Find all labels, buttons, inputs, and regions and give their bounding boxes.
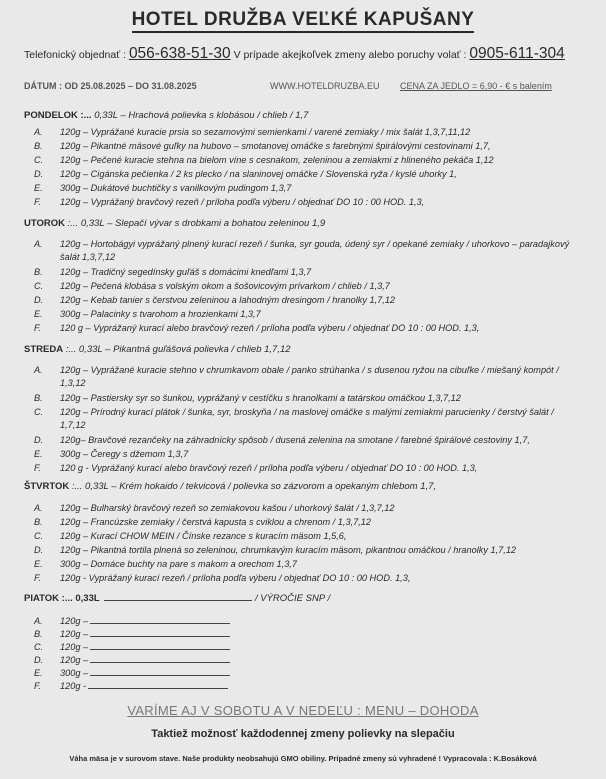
item-text: 120g – [60, 655, 89, 665]
item-letter: C. [34, 281, 44, 291]
item-text: 120g – Francúzske zemiaky / čerstvá kapusta s cviklou a chrenom / 1,3,7,12 [60, 517, 371, 527]
menu-item [34, 322, 580, 335]
item-letter: C. [34, 531, 44, 541]
item-text: 120 g – Vyprážaný kurací alebo bravčový rezeň / príloha podľa výberu / objednať DO 10 : 00 HOD. 1,3, [60, 323, 480, 333]
menu-item [34, 154, 580, 167]
item-letter: E. [34, 668, 43, 678]
item-letter: C. [34, 407, 44, 417]
item-text: 120g – Prírodný kurací plátok / šunka, syr, broskyňa / na maslovej omáčke s malými zemiakmi parucienky / čerstvý šalát / 1,7,12 [60, 407, 554, 430]
soup-of-day: / VÝROČIE SNP / [254, 593, 331, 604]
item-letter: A. [34, 616, 43, 626]
menu-item [34, 462, 580, 475]
phone-emergency-label: V prípade akejkoľvek zmeny alebo poruchy volať : [233, 49, 467, 61]
item-text: 120g – Pikantné mäsové guľky na hubovo – smotanovej omáčke s farebnými špirálovými cestovinami 1,7, [60, 141, 491, 151]
menu-item [34, 126, 580, 139]
item-letter: C. [34, 155, 44, 165]
blank-line [88, 680, 228, 689]
item-letter: D. [34, 545, 44, 555]
menu-item [34, 502, 580, 515]
blank-line [90, 667, 230, 676]
menu-item [34, 615, 580, 628]
item-text: 120g – [60, 616, 89, 626]
menu-item [34, 641, 580, 654]
item-letter: B. [34, 141, 43, 151]
phone-label: Telefonický objednať : [24, 49, 127, 61]
menu-item [34, 196, 580, 209]
menu-item [34, 294, 580, 307]
menu-item [34, 308, 580, 321]
menu-item [34, 572, 580, 585]
phone-number-primary[interactable]: 056-638-51-30 [128, 45, 231, 62]
menu-item [34, 392, 580, 405]
menu-item [34, 516, 580, 529]
phone-number-emergency[interactable]: 0905-611-304 [469, 45, 565, 62]
item-text: 300g – Čeregy s džemom 1,3,7 [60, 449, 189, 459]
soup-change-note: Taktiež možnosť každodennej zmeny polievky na slepačiu [151, 728, 455, 740]
item-text: 120g – Kebab tanier s čerstvou zeleninou a lahodným dresingom / hranolky 1,7,12 [60, 295, 396, 305]
item-letter: F. [34, 197, 41, 207]
menu-item [34, 667, 580, 680]
soup-of-day: 0,33L – Hrachová polievka s klobásou / chlieb / 1,7 [94, 110, 309, 121]
item-text: 120g – Pečená klobása s volským okom a šošovicovým prívarkom / chlieb / 1,3,7 [60, 281, 390, 291]
menu-item [34, 628, 580, 641]
item-letter: D. [34, 655, 44, 665]
item-text: 120g – Bulharský bravčový rezeň so zemiakovou kašou / uhorkový šalát / 1,3,7,12 [60, 503, 395, 513]
item-text: 120g – [60, 629, 89, 639]
menu-item [34, 448, 580, 461]
day-name: UTOROK [24, 218, 65, 229]
soup-of-day: :... 0,33L – Pikantná guľášová polievka / chlieb 1,7,12 [65, 344, 291, 355]
item-letter: F. [34, 681, 41, 691]
blank-line [90, 615, 230, 624]
item-text: 120g – Vyprážané kuracie stehno v chrumkavom obale / panko strúhanka / s dusenou ryžou na cibuľke / miešaný kompót / 1,3,12 [60, 365, 559, 388]
menu-item [34, 280, 580, 293]
menu-item [34, 434, 580, 447]
item-text: 300g – [60, 668, 89, 678]
item-text: 120g – Pastiersky syr so šunkou, vyprážaný v cestíčku s hranolkami a tatárskou omáčkou 1,3,7,12 [60, 393, 461, 403]
item-text: 120g – Tradičný segedínsky guľáš s domácimi knedľami 1,3,7 [60, 267, 312, 277]
item-letter: D. [34, 295, 44, 305]
item-letter: A. [34, 365, 43, 375]
item-text: 120g – Pečené kuracie stehna na bielom víne s cesnakom, zeleninou a zemiakmi z hlineného pekáča 1,12 [60, 155, 494, 165]
day-name: PONDELOK :... [24, 110, 92, 121]
item-text: 120g – Pikantná tortila plnená so zeleninou, chrumkavým kuracím mäsom, pikantnou omáčkou / hranolky 1,7,12 [60, 545, 517, 555]
day-name: PIATOK :... 0,33L [24, 593, 100, 604]
item-letter: C. [34, 642, 44, 652]
item-text: 300g – Dukátové buchtičky s vanilkovým pudingom 1,3,7 [60, 183, 292, 193]
day-header [24, 344, 291, 355]
item-text: 120g – Hortobágyi vyprážaný plnený kurací rezeň / šunka, syr gouda, údený syr / opekané zemiaky / uhorkovo – paradajkový šalát 1,3,7,12 [60, 239, 570, 262]
item-text: 120g – Cigánska pečienka / 2 ks plecko / na slaninovej omáčke / Slovenská ryža / kyslé uhorky 1, [60, 169, 457, 179]
weekend-note: VARÍME AJ V SOBOTU A V NEDEĽU : MENU – DOHODA [127, 703, 479, 718]
item-letter: D. [34, 169, 44, 179]
item-text: 120g - Vyprážaný kurací rezeň / príloha podľa výberu / objednať DO 10 : 00 HOD. 1,3, [60, 573, 411, 583]
item-letter: E. [34, 183, 43, 193]
day-header [24, 481, 436, 492]
item-text: 120g – Kurací CHOW MEIN / Čínske rezance s kuracím mäsom 1,5,6, [60, 531, 347, 541]
phone-line [24, 45, 565, 63]
price-info: CENA ZA JEDLO = 6,90 - € s balením [400, 81, 552, 91]
item-letter: B. [34, 517, 43, 527]
blank-line [90, 654, 230, 663]
item-letter: A. [34, 127, 43, 137]
item-text: 300g – Palacinky s tvarohom a hrozienkami 1,3,7 [60, 309, 261, 319]
disclaimer: Váha mäsa je v surovom stave. Naše produkty neobsahujú GMO obiliny. Prípadné zmeny sú vyhradené ! Vypracovala : K.Bosáková [69, 754, 537, 763]
menu-item [34, 168, 580, 181]
menu-item [34, 140, 580, 153]
item-letter: B. [34, 629, 43, 639]
item-text: 120g - [60, 681, 87, 691]
item-letter: A. [34, 239, 43, 249]
blank-line [90, 641, 230, 650]
day-header [24, 592, 330, 604]
item-letter: F. [34, 463, 41, 473]
item-text: 120g – Vyprážané kuracie prsia so sezamovými semienkami / varené zemiaky / mix šalát 1,3,7,11,12 [60, 127, 471, 137]
item-letter: E. [34, 449, 43, 459]
item-letter: E. [34, 309, 43, 319]
menu-item [34, 238, 580, 264]
item-text: 120g– Bravčové rezančeky na záhradnícky spôsob / dusená zelenina na smotane / farebné špirálové cestoviny 1,7, [60, 435, 530, 445]
menu-item [34, 266, 580, 279]
menu-item [34, 544, 580, 557]
menu-item [34, 680, 580, 693]
item-letter: E. [34, 559, 43, 569]
item-letter: F. [34, 323, 41, 333]
menu-item [34, 406, 580, 432]
item-text: 300g – Domáce buchty na pare s makom a orechom 1,3,7 [60, 559, 297, 569]
item-letter: F. [34, 573, 41, 583]
hotel-title: HOTEL DRUŽBA VEĽKÉ KAPUŠANY [0, 9, 606, 31]
item-letter: A. [34, 503, 43, 513]
soup-of-day: :... 0,33L – Krém hokaido / tekvicová / polievka so zázvorom a opekaným chlebom 1,7, [71, 481, 437, 492]
menu-item [34, 558, 580, 571]
date-range: DÁTUM : OD 25.08.2025 – DO 31.08.2025 [24, 81, 197, 91]
blank-line [90, 628, 230, 637]
menu-item [34, 364, 580, 390]
day-name: ŠTVRTOK [24, 481, 70, 492]
item-text: 120 g - Vyprážaný kurací alebo bravčový rezeň / príloha podľa výberu / objednať DO 10 : 00 HOD. 1,3, [60, 463, 478, 473]
item-letter: B. [34, 267, 43, 277]
menu-item [34, 530, 580, 543]
day-name: STREDA [24, 344, 64, 355]
website-link[interactable]: WWW.HOTELDRUZBA.EU [270, 81, 380, 91]
item-text: 120g – [60, 642, 89, 652]
menu-item [34, 182, 580, 195]
day-header [24, 218, 325, 229]
item-text: 120g – Vyprážaný bravčový rezeň / príloha podľa výberu / objednať DO 10 : 00 HOD. 1,3, [60, 197, 425, 207]
item-letter: D. [34, 435, 44, 445]
menu-item [34, 654, 580, 667]
item-letter: B. [34, 393, 43, 403]
soup-of-day: :... 0,33L – Slepačí vývar s drobkami a bohatou zeleninou 1,9 [67, 218, 326, 229]
blank-line [104, 592, 252, 601]
day-header [24, 110, 308, 121]
